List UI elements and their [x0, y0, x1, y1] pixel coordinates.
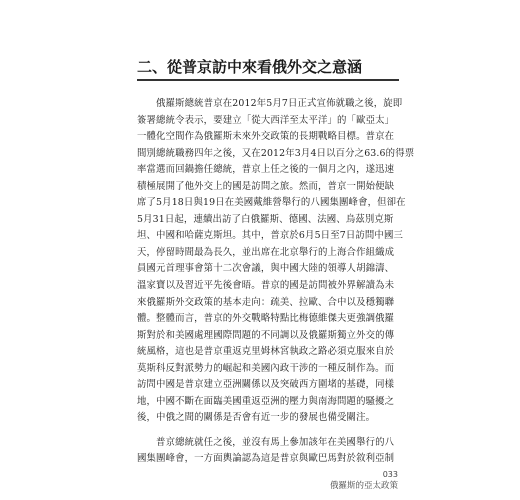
text-line: 體。整體而言，普京的外交戰略特點比梅德維傑夫更強調俄羅 [137, 313, 395, 325]
running-title: 俄羅斯的亞太政策 [329, 481, 398, 491]
heading-underline [137, 79, 399, 81]
text-line: 簽署總統令表示，要建立「從大西洋至太平洋」的「歐亞太」 [137, 114, 395, 126]
text-line: 間別總統職務四年之後，又在2012年3月4日以百分之63.6的得票 [137, 147, 415, 159]
text-line: 率當選而回鍋擔任總統，普京上任之後的一個月之內，遂迅速 [137, 164, 395, 176]
text-line: 來俄羅斯外交政策的基本走向：疏美、拉歐、合中以及穩獨聯 [137, 296, 395, 308]
text-line: 天，停留時間最為長久，並出席在北京舉行的上海合作組織成 [137, 246, 395, 258]
text-line: 普京總統就任之後，並沒有馬上參加該年在美國舉行的八 [137, 436, 395, 448]
text-line: 坦、中國和哈薩克斯坦。其中，普京於6月5日至7日訪問中國三 [137, 230, 403, 242]
paragraph-gap [137, 427, 399, 435]
text-line: 斯對於和美國處理國際問題的不同調以及俄羅斯獨立外交的傳 [137, 329, 395, 341]
text-line: 一體化空間作為俄羅斯未來外交政策的長期戰略目標。普京在 [137, 131, 395, 143]
text-line: 員國元首理事會第十二次會議，與中國大陸的領導人胡錦濤、 [137, 263, 395, 275]
body-text [137, 96, 415, 468]
text-line: 統風格，這也是普京重返克里姆林宮執政之路必須克服來自於 [137, 346, 395, 358]
paragraph-2 [137, 435, 399, 468]
text-line: 積極展開了他外交上的國是訪問之旅。然而，普京一開始便缺 [137, 180, 395, 192]
page-footer [330, 470, 398, 492]
text-line: 俄羅斯總統普京在2012年5月7日正式宣佈就職之後，旋即 [137, 98, 403, 109]
section-heading: 二、從普京訪中來看俄外交之意涵 [137, 58, 363, 76]
text-line: 5月31日起，連續出訪了白俄羅斯、德國、法國、烏茲別克斯 [137, 213, 394, 225]
paragraph-1 [137, 96, 415, 427]
page-number: 033 [382, 470, 398, 479]
text-line: 國集團峰會，一方面輿論認為這是普京與歐巴馬對於敘利亞制 [137, 453, 395, 465]
text-line: 席了5月18日與19日在美國戴維營舉行的八國集團峰會，但卻在 [137, 197, 406, 209]
text-line: 莫斯科反對派勢力的崛起和美國內政干涉的一種反制作為。而 [137, 362, 395, 374]
text-line: 訪問中國是普京建立亞洲關係以及突破西方圍堵的基礎，同樣 [137, 379, 395, 391]
text-line: 地，中國不斷在面臨美國重返亞洲的壓力與南海問題的騷擾之 [137, 395, 395, 407]
text-line: 溫家寶以及習近平先後會晤。普京的國是訪問被外界解讀為未 [137, 280, 395, 292]
text-line: 後，中俄之間的關係是否會有近一步的發展也備受關注。 [137, 412, 376, 424]
